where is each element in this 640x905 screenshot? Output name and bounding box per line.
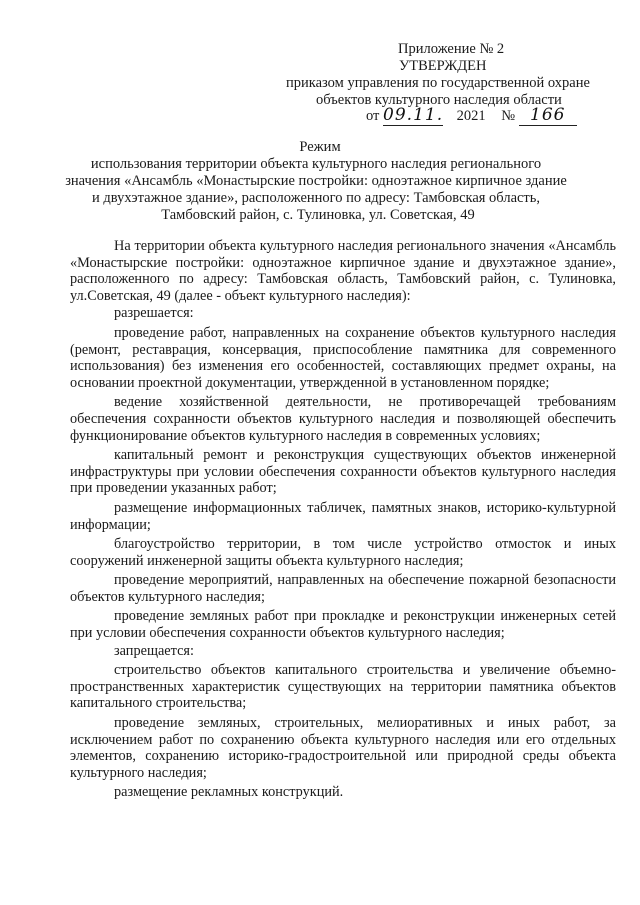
number-handwritten: 166 <box>519 107 577 126</box>
forbidden-heading: запрещается: <box>114 642 194 659</box>
allowed-item: капитальный ремонт и реконструкция существующих объектов инженерной инфраструктуры при условии обеспечения сохранности объектов культурного наследия при проведении указанных работ; <box>70 447 616 497</box>
date-prefix: от <box>366 108 380 124</box>
number-sign: № <box>501 108 516 124</box>
title-line-1: использования территории объекта культурного наследия регионального <box>90 156 542 172</box>
title-line-3: и двухэтажное здание», расположенного по адресу: Тамбовская область, <box>91 190 541 206</box>
intro-paragraph: На территории объекта культурного наследия регионального значения «Ансамбль «Монастырские постройки: одноэтажное кирпичное здание и двухэтажное здание», расположенного по адресу: Тамбовская область, Тамбовский район, с. Тулиновка, ул.Советская, 49 (далее - объект культурного наследия): <box>70 238 616 304</box>
allowed-item: проведение мероприятий, направленных на обеспечение пожарной безопасности объектов культурного наследия; <box>70 572 616 605</box>
title-line-2: значения «Ансамбль «Монастырские постройки: одноэтажное кирпичное здание <box>65 173 567 189</box>
forbidden-item: проведение земляных, строительных, мелиоративных и иных работ, за исключением работ по сохранению объекта культурного наследия или его отдельных элементов, сохранению историко-градостроительной или природной среды объекта культурного наследия; <box>70 715 616 781</box>
allowed-item: проведение работ, направленных на сохранение объектов культурного наследия (ремонт, реставрация, консервация, приспособление памятника для современного использования) без изменения его особенностей, составляющих предмет охраны, на основании проектной документации, утвержденной в установленном порядке; <box>70 324 616 391</box>
forbidden-item: строительство объектов капитального строительства и увеличение объемно-пространственных характеристик существующих на территории памятника объектов капитального строительства; <box>70 662 616 712</box>
order-date-line <box>366 107 577 126</box>
forbidden-item: размещение рекламных конструкций. <box>114 784 344 801</box>
order-line-2: объектов культурного наследия области <box>316 92 562 108</box>
allowed-item: благоустройство территории, в том числе устройство отмосток и иных сооружений инженерной защиты объекта культурного наследия; <box>70 536 616 569</box>
appendix-label: Приложение № 2 <box>398 41 505 57</box>
order-year: 2021 <box>456 108 486 124</box>
allowed-heading: разрешается: <box>114 305 194 322</box>
approved-label: УТВЕРЖДЕН <box>399 58 487 74</box>
title-line-4: Тамбовский район, с. Тулиновка, ул. Советская, 49 <box>161 207 475 223</box>
date-handwritten: 09.11. <box>383 105 444 125</box>
document-title: Режим <box>299 139 341 155</box>
allowed-item: ведение хозяйственной деятельности, не противоречащей требованиям обеспечения сохранности объектов культурного наследия и позволяющей обеспечить функционирование объектов культурного наследия в современных условиях; <box>70 394 616 444</box>
allowed-item: проведение земляных работ при прокладке и реконструкции инженерных сетей при условии обеспечения сохранности объектов культурного наследия; <box>70 608 616 642</box>
document-body <box>70 238 616 801</box>
order-line-1: приказом управления по государственной охране <box>286 75 590 91</box>
allowed-item: размещение информационных табличек, памятных знаков, историко-культурной информации; <box>70 499 616 533</box>
